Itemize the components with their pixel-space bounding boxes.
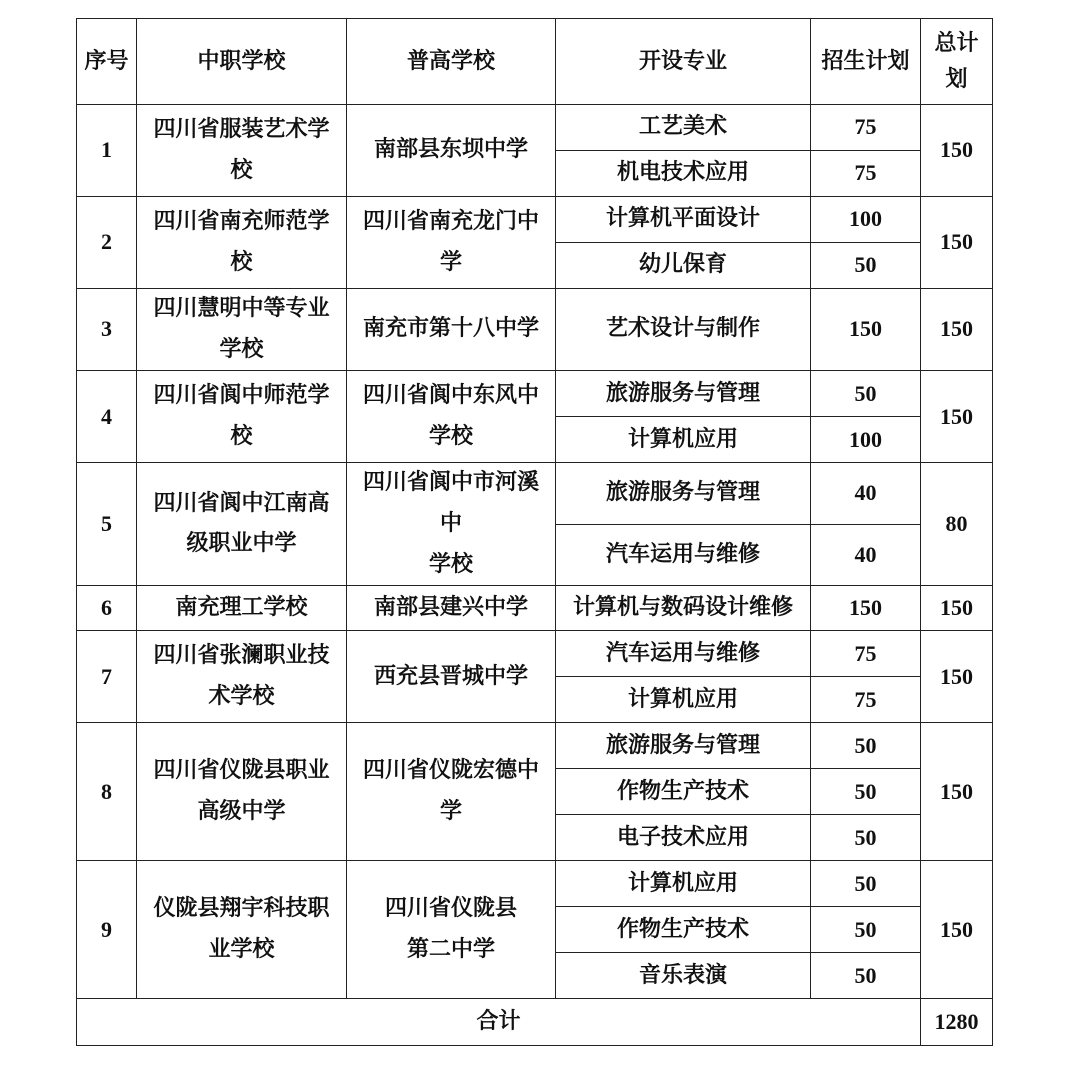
table-row bbox=[77, 631, 993, 677]
plan-cell: 50 bbox=[811, 723, 921, 769]
row-total-cell: 150 bbox=[921, 289, 993, 371]
vocational-school-cell: 四川省服装艺术学 校 bbox=[137, 105, 347, 197]
plan-cell: 50 bbox=[811, 953, 921, 999]
general-school-cell: 西充县晋城中学 bbox=[347, 631, 556, 723]
plan-cell: 50 bbox=[811, 371, 921, 417]
table-row bbox=[77, 289, 993, 371]
plan-cell: 100 bbox=[811, 417, 921, 463]
header-general-school: 普高学校 bbox=[347, 19, 556, 105]
row-total-cell: 80 bbox=[921, 463, 993, 586]
general-school-cell: 四川省阆中东风中 学校 bbox=[347, 371, 556, 463]
major-cell: 计算机应用 bbox=[556, 677, 811, 723]
header-total-plan: 总计 划 bbox=[921, 19, 993, 105]
row-total-cell: 150 bbox=[921, 723, 993, 861]
total-label: 合计 bbox=[77, 999, 921, 1046]
seq-cell: 9 bbox=[77, 861, 137, 999]
table-row bbox=[77, 586, 993, 631]
general-school-cell: 四川省仪陇宏德中 学 bbox=[347, 723, 556, 861]
major-cell: 工艺美术 bbox=[556, 105, 811, 151]
plan-cell: 40 bbox=[811, 524, 921, 586]
plan-cell: 75 bbox=[811, 677, 921, 723]
vocational-school-cell: 四川省南充师范学 校 bbox=[137, 197, 347, 289]
general-school-cell: 南充市第十八中学 bbox=[347, 289, 556, 371]
plan-cell: 150 bbox=[811, 289, 921, 371]
total-row bbox=[77, 999, 993, 1046]
vocational-school-cell: 四川省张澜职业技 术学校 bbox=[137, 631, 347, 723]
grand-total: 1280 bbox=[921, 999, 993, 1046]
vocational-school-cell: 四川省阆中师范学 校 bbox=[137, 371, 347, 463]
plan-cell: 50 bbox=[811, 769, 921, 815]
row-total-cell: 150 bbox=[921, 105, 993, 197]
major-cell: 汽车运用与维修 bbox=[556, 524, 811, 586]
enrollment-plan-table bbox=[76, 18, 993, 1046]
general-school-cell: 四川省仪陇县 第二中学 bbox=[347, 861, 556, 999]
major-cell: 计算机与数码设计维修 bbox=[556, 586, 811, 631]
plan-cell: 50 bbox=[811, 815, 921, 861]
major-cell: 艺术设计与制作 bbox=[556, 289, 811, 371]
vocational-school-cell: 四川慧明中等专业 学校 bbox=[137, 289, 347, 371]
seq-cell: 2 bbox=[77, 197, 137, 289]
plan-cell: 75 bbox=[811, 631, 921, 677]
general-school-cell: 南部县东坝中学 bbox=[347, 105, 556, 197]
table-row bbox=[77, 197, 993, 243]
header-enrollment-plan: 招生计划 bbox=[811, 19, 921, 105]
row-total-cell: 150 bbox=[921, 371, 993, 463]
plan-cell: 100 bbox=[811, 197, 921, 243]
seq-cell: 1 bbox=[77, 105, 137, 197]
plan-cell: 75 bbox=[811, 105, 921, 151]
major-cell: 旅游服务与管理 bbox=[556, 371, 811, 417]
major-cell: 旅游服务与管理 bbox=[556, 723, 811, 769]
header-vocational-school: 中职学校 bbox=[137, 19, 347, 105]
plan-cell: 50 bbox=[811, 861, 921, 907]
header-seq: 序号 bbox=[77, 19, 137, 105]
seq-cell: 4 bbox=[77, 371, 137, 463]
general-school-cell: 四川省南充龙门中 学 bbox=[347, 197, 556, 289]
vocational-school-cell: 南充理工学校 bbox=[137, 586, 347, 631]
major-cell: 计算机应用 bbox=[556, 861, 811, 907]
major-cell: 计算机应用 bbox=[556, 417, 811, 463]
header-major: 开设专业 bbox=[556, 19, 811, 105]
general-school-cell: 四川省阆中市河溪 中 学校 bbox=[347, 463, 556, 586]
row-total-cell: 150 bbox=[921, 861, 993, 999]
vocational-school-cell: 四川省仪陇县职业 高级中学 bbox=[137, 723, 347, 861]
seq-cell: 6 bbox=[77, 586, 137, 631]
plan-cell: 50 bbox=[811, 907, 921, 953]
major-cell: 汽车运用与维修 bbox=[556, 631, 811, 677]
table-row bbox=[77, 371, 993, 417]
major-cell: 音乐表演 bbox=[556, 953, 811, 999]
seq-cell: 3 bbox=[77, 289, 137, 371]
major-cell: 电子技术应用 bbox=[556, 815, 811, 861]
table-row bbox=[77, 861, 993, 907]
major-cell: 作物生产技术 bbox=[556, 907, 811, 953]
plan-cell: 50 bbox=[811, 243, 921, 289]
row-total-cell: 150 bbox=[921, 631, 993, 723]
row-total-cell: 150 bbox=[921, 197, 993, 289]
vocational-school-cell: 四川省阆中江南高 级职业中学 bbox=[137, 463, 347, 586]
plan-cell: 150 bbox=[811, 586, 921, 631]
seq-cell: 8 bbox=[77, 723, 137, 861]
plan-cell: 40 bbox=[811, 463, 921, 525]
seq-cell: 7 bbox=[77, 631, 137, 723]
major-cell: 幼儿保育 bbox=[556, 243, 811, 289]
table-body bbox=[77, 105, 993, 999]
plan-cell: 75 bbox=[811, 151, 921, 197]
table-row bbox=[77, 105, 993, 151]
table-row bbox=[77, 723, 993, 769]
row-total-cell: 150 bbox=[921, 586, 993, 631]
general-school-cell: 南部县建兴中学 bbox=[347, 586, 556, 631]
seq-cell: 5 bbox=[77, 463, 137, 586]
major-cell: 机电技术应用 bbox=[556, 151, 811, 197]
major-cell: 计算机平面设计 bbox=[556, 197, 811, 243]
major-cell: 作物生产技术 bbox=[556, 769, 811, 815]
table-row bbox=[77, 463, 993, 525]
vocational-school-cell: 仪陇县翔宇科技职 业学校 bbox=[137, 861, 347, 999]
header-row bbox=[77, 19, 993, 105]
major-cell: 旅游服务与管理 bbox=[556, 463, 811, 525]
